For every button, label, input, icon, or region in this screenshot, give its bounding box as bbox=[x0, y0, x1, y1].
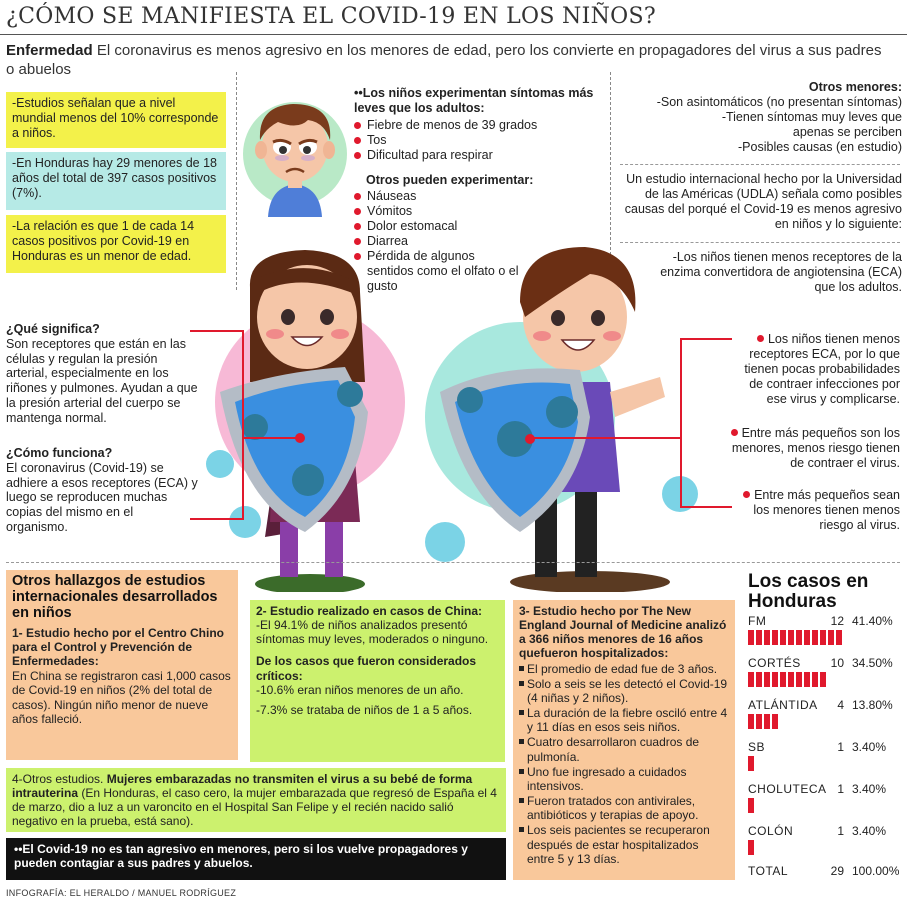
study2-text: -El 94.1% de niños analizados presentó síntomas muy leves, moderados o ninguno. bbox=[256, 618, 489, 647]
study4-box bbox=[6, 768, 506, 832]
cases-title: Los casos en Honduras bbox=[748, 571, 869, 612]
connector-line bbox=[680, 506, 732, 508]
study3-item: Solo a seis se les detectó el Covid-19 (4 niñas y 2 niños). bbox=[519, 677, 729, 705]
right-point-text: Entre más pequeños son los menores, menos riesgo tienen de contraer el virus. bbox=[731, 426, 900, 470]
case-bar-mark bbox=[748, 630, 754, 645]
case-bar-mark bbox=[796, 672, 802, 687]
study3-heading: 3- Estudio hecho por The New England Journal of Medicine analizó a 366 niños menores de 16 años quefueron hospitalizados: bbox=[519, 604, 727, 661]
connector-line bbox=[242, 330, 244, 520]
case-bar-mark bbox=[764, 630, 770, 645]
right-point bbox=[725, 426, 900, 471]
study1-heading: 1- Estudio hecho por el Centro Chino para el Control y Prevención de Enfermedades: bbox=[12, 625, 225, 669]
case-bars bbox=[748, 630, 842, 646]
study3-list bbox=[519, 662, 729, 866]
connector-line bbox=[680, 338, 682, 508]
case-bar-mark bbox=[788, 630, 794, 645]
case-bar-mark bbox=[772, 630, 778, 645]
study2-subheading: De los casos que fueron considerados críticos: bbox=[256, 654, 477, 683]
case-count: 1 bbox=[837, 740, 844, 754]
case-percent: 3.40% bbox=[852, 782, 887, 796]
case-department: SB bbox=[748, 740, 766, 754]
case-bar-mark bbox=[780, 672, 786, 687]
symptoms-heading: ••Los niños experimentan síntomas más leves que los adultos: bbox=[354, 86, 594, 115]
case-percent: 41.40% bbox=[852, 614, 893, 628]
case-percent: 13.80% bbox=[852, 698, 893, 712]
study1-text: En China se registraron casi 1,000 casos de Covid-19 en niños (2% del total de casos). Ningún niño menor de nueve años falleció. bbox=[12, 669, 231, 726]
case-bar-mark bbox=[804, 672, 810, 687]
right-point bbox=[730, 332, 900, 407]
como-funciona-section bbox=[6, 446, 198, 535]
case-bar-mark bbox=[748, 714, 754, 729]
intro-text: El coronavirus es menos agresivo en los menores de edad, pero los convierte en propagadores del virus a sus padres o abuelos bbox=[6, 42, 882, 78]
bullet-icon bbox=[731, 429, 738, 436]
page-title: ¿CÓMO SE MANIFIESTA EL COVID-19 EN LOS NIÑOS? bbox=[6, 4, 656, 29]
title-divider bbox=[0, 34, 907, 35]
case-bar-mark bbox=[748, 672, 754, 687]
study4-bold: Mujeres embarazadas no transmiten el virus a su bebé de forma intrauterina bbox=[12, 772, 473, 801]
bullet-icon bbox=[743, 491, 750, 498]
case-bars bbox=[748, 756, 754, 772]
study2-line: -10.6% eran niños menores de un año. bbox=[256, 682, 464, 697]
case-bar-mark bbox=[764, 672, 770, 687]
fact-box-world: -Estudios señalan que a nivel mundial menos del 10% corresponde a niños. bbox=[6, 92, 226, 148]
study3-box bbox=[513, 600, 735, 880]
case-bar-mark bbox=[788, 672, 794, 687]
study2-heading: 2- Estudio realizado en casos de China: bbox=[256, 604, 483, 618]
otros-menores-line: -Posibles causas (en estudio) bbox=[738, 140, 902, 154]
symptom-item: Diarrea bbox=[354, 234, 604, 249]
study3-item: Uno fue ingresado a cuidados intensivos. bbox=[519, 765, 729, 793]
case-department: ATLÁNTIDA bbox=[748, 698, 818, 712]
case-bar-mark bbox=[772, 714, 778, 729]
intro-label: Enfermedad bbox=[6, 42, 93, 59]
divider-h1 bbox=[620, 164, 900, 165]
study3-item: Los seis pacientes se recuperaron después de estar hospitalizados entre 5 y 13 días. bbox=[519, 823, 729, 865]
study2-box bbox=[250, 600, 505, 762]
case-bar-mark bbox=[764, 714, 770, 729]
study4-lead: 4-Otros estudios. bbox=[12, 772, 107, 786]
connector-line bbox=[242, 437, 302, 439]
otros-menores-heading: Otros menores: bbox=[808, 80, 902, 94]
case-department: CHOLUTECA bbox=[748, 782, 827, 796]
case-bar-mark bbox=[812, 672, 818, 687]
case-bar-mark bbox=[772, 672, 778, 687]
right-point-text: Los niños tienen menos receptores ECA, por lo que tienen pocas probabilidades de contraer infecciones por ese virus y complicarse. bbox=[744, 332, 900, 406]
other-symptoms-heading: Otros pueden experimentar: bbox=[366, 172, 534, 187]
symptom-item: Vómitos bbox=[354, 204, 604, 219]
otros-menores-section bbox=[618, 80, 902, 155]
case-bar-mark bbox=[836, 630, 842, 645]
case-bar-mark bbox=[820, 672, 826, 687]
divider-h3 bbox=[6, 562, 900, 563]
children-shields-illustration bbox=[190, 232, 740, 592]
case-bars bbox=[748, 840, 754, 856]
case-bar-mark bbox=[748, 840, 754, 855]
study3-item: Cuatro desarrollaron cuadros de pulmonía. bbox=[519, 735, 729, 763]
symptom-item: Tos bbox=[354, 133, 604, 148]
symptom-item: Dificultad para respirar bbox=[354, 148, 604, 163]
credit-line: INFOGRAFÍA: EL HERALDO / MANUEL RODRÍGUEZ bbox=[6, 888, 237, 898]
que-significa-heading: ¿Qué significa? bbox=[6, 322, 100, 336]
study3-item: La duración de la fiebre osciló entre 4 y 11 días en esos seis niños. bbox=[519, 706, 729, 734]
case-bar-mark bbox=[748, 798, 754, 813]
case-department: FM bbox=[748, 614, 767, 628]
case-bar-mark bbox=[748, 756, 754, 771]
case-department: CORTÉS bbox=[748, 656, 801, 670]
case-bar-mark bbox=[828, 630, 834, 645]
intro-paragraph bbox=[6, 42, 886, 80]
case-bar-mark bbox=[796, 630, 802, 645]
udla-text: Un estudio internacional hecho por la Universidad de las Américas (UDLA) señala como posibles causas del porqué el Covid-19 es menos agresivo en niños y lo siguiente: bbox=[624, 172, 902, 231]
study2-line: -7.3% se trataba de niños de 1 a 5 años. bbox=[256, 702, 473, 717]
case-bar-mark bbox=[756, 672, 762, 687]
otros-menores-line: -Tienen síntomas muy leves que apenas se perciben bbox=[721, 110, 902, 139]
case-percent: 3.40% bbox=[852, 740, 887, 754]
case-bar-mark bbox=[812, 630, 818, 645]
study4-text: (En Honduras, el caso cero, la mujer embarazada que regresó de España el 4 de marzo, dio a luz a un varoncito en el Hospital San Felipe y el recién nacido salió negativo en la prueba, está sano). bbox=[12, 786, 497, 829]
otros-hallazgos-box bbox=[6, 570, 238, 760]
symptom-item: Pérdida de algunos sentidos como el olfato o el gusto bbox=[354, 249, 524, 294]
fact-box-ratio: -La relación es que 1 de cada 14 casos positivos por Covid-19 en Honduras es un menor de edad. bbox=[6, 215, 226, 273]
case-count: 1 bbox=[837, 824, 844, 838]
case-bar-mark bbox=[820, 630, 826, 645]
symptom-item: Náuseas bbox=[354, 189, 604, 204]
case-total-count: 29 bbox=[830, 864, 844, 878]
otros-hallazgos-heading: Otros hallazgos de estudios internacionales desarrollados en niños bbox=[12, 573, 218, 621]
study3-item: El promedio de edad fue de 3 años. bbox=[519, 662, 729, 676]
que-significa-text: Son receptores que están en las células y regulan la presión arterial, especialmente en los riñones y pulmones. Ayudan a que la presión arterial del cuerpo se mantenga normal. bbox=[6, 336, 198, 425]
right-point-text: Entre más pequeños sean los menores tienen menos riesgo al virus. bbox=[753, 488, 900, 532]
bullet-icon bbox=[757, 335, 764, 342]
case-bar-mark bbox=[756, 630, 762, 645]
study3-item: Fueron tratados con antivirales, antibióticos y terapias de apoyo. bbox=[519, 794, 729, 822]
case-count: 1 bbox=[837, 782, 844, 796]
case-bar-mark bbox=[804, 630, 810, 645]
como-funciona-heading: ¿Cómo funciona? bbox=[6, 446, 113, 460]
connector-line bbox=[680, 338, 732, 340]
case-bars bbox=[748, 672, 826, 688]
case-count: 4 bbox=[837, 698, 844, 712]
case-bars bbox=[748, 714, 778, 730]
case-total-percent: 100.00% bbox=[852, 864, 900, 878]
case-bar-mark bbox=[780, 630, 786, 645]
case-percent: 3.40% bbox=[852, 824, 887, 838]
que-significa-section bbox=[6, 322, 198, 425]
symptom-item: Fiebre de menos de 39 grados bbox=[354, 118, 604, 133]
sick-child-illustration bbox=[238, 92, 348, 217]
case-count: 10 bbox=[830, 656, 844, 670]
case-bar-mark bbox=[756, 714, 762, 729]
case-percent: 34.50% bbox=[852, 656, 893, 670]
symptom-item: Dolor estomacal bbox=[354, 219, 604, 234]
right-point bbox=[730, 488, 900, 533]
eca-text: -Los niños tienen menos receptores de la enzima convertidora de angiotensina (ECA) que los adultos. bbox=[660, 250, 902, 294]
case-count: 12 bbox=[830, 614, 844, 628]
fact-box-honduras: -En Honduras hay 29 menores de 18 años del total de 397 casos positivos (7%). bbox=[6, 152, 226, 210]
connector-line bbox=[530, 437, 680, 439]
symptoms-list bbox=[354, 118, 604, 163]
case-department: COLÓN bbox=[748, 824, 794, 838]
case-bars bbox=[748, 798, 754, 814]
case-total-label: TOTAL bbox=[748, 864, 789, 878]
bottom-note: ••El Covid-19 no es tan agresivo en menores, pero si los vuelve propagadores y pueden contagiar a sus padres y abuelos. bbox=[6, 838, 506, 880]
como-funciona-text: El coronavirus (Covid-19) se adhiere a esos receptores (ECA) y luego se reproducen muchas copias del mismo en el organismo. bbox=[6, 460, 198, 534]
otros-menores-line: -Son asintomáticos (no presentan síntomas) bbox=[656, 95, 902, 109]
